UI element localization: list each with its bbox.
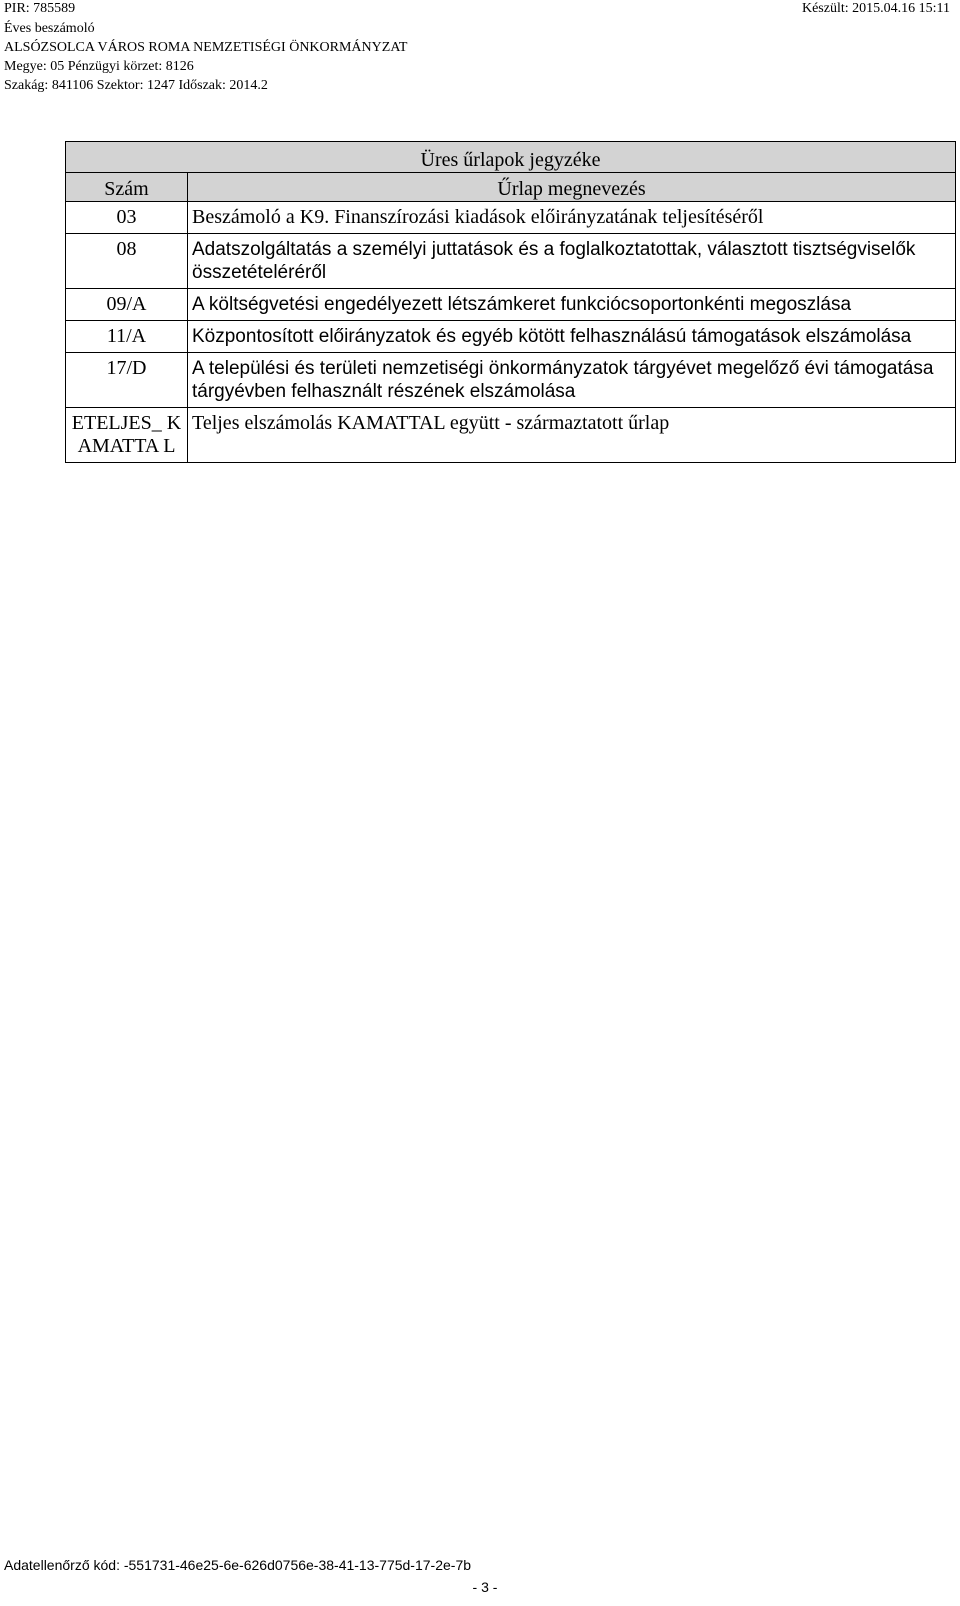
form-code: 09/A — [66, 289, 188, 321]
report-type: Éves beszámoló — [4, 21, 95, 36]
table-row — [66, 202, 956, 234]
form-name: Központosított előirányzatok és egyéb kötött felhasználású támogatások elszámolása — [188, 321, 956, 353]
form-name: Beszámoló a K9. Finanszírozási kiadások előirányzatának teljesítéséről — [188, 202, 956, 234]
form-code: ETELJES_ KAMATTA L — [66, 408, 188, 463]
table-row — [66, 234, 956, 289]
data-check-code: Adatellenőrző kód: -551731-46e25-6e-626d0756e-38-41-13-775d-17-2e-7b — [4, 1557, 472, 1573]
table-title: Üres űrlapok jegyzéke — [66, 142, 956, 173]
created-timestamp: Készült: 2015.04.16 15:11 — [801, 1, 950, 16]
form-code: 03 — [66, 202, 188, 234]
sector-period: Szakág: 841106 Szektor: 1247 Időszak: 2014.2 — [4, 78, 268, 93]
table-row — [66, 289, 956, 321]
form-code: 17/D — [66, 353, 188, 408]
column-header-name: Űrlap megnevezés — [188, 173, 956, 202]
pir-number: PIR: 785589 — [4, 1, 76, 16]
organization-name: ALSÓZSOLCA VÁROS ROMA NEMZETISÉGI ÖNKORMÁNYZAT — [4, 40, 408, 55]
form-name: A költségvetési engedélyezett létszámkeret funkciócsoportonkénti megoszlása — [188, 289, 956, 321]
form-code: 08 — [66, 234, 188, 289]
empty-forms-table — [65, 141, 956, 463]
form-code: 11/A — [66, 321, 188, 353]
page-number: - 3 - — [472, 1579, 498, 1595]
table-row — [66, 321, 956, 353]
column-header-code: Szám — [66, 173, 188, 202]
table-row — [66, 353, 956, 408]
form-name: Adatszolgáltatás a személyi juttatások és a foglalkoztatottak, választott tisztségviselők összetételéréről — [188, 234, 956, 289]
table-row — [66, 408, 956, 463]
county-district: Megye: 05 Pénzügyi körzet: 8126 — [4, 59, 194, 74]
form-name: A települési és területi nemzetiségi önkormányzatok tárgyévet megelőző évi támogatása tárgyévben felhasznált részének elszámolása — [188, 353, 956, 408]
form-name: Teljes elszámolás KAMATTAL együtt - származtatott űrlap — [188, 408, 956, 463]
